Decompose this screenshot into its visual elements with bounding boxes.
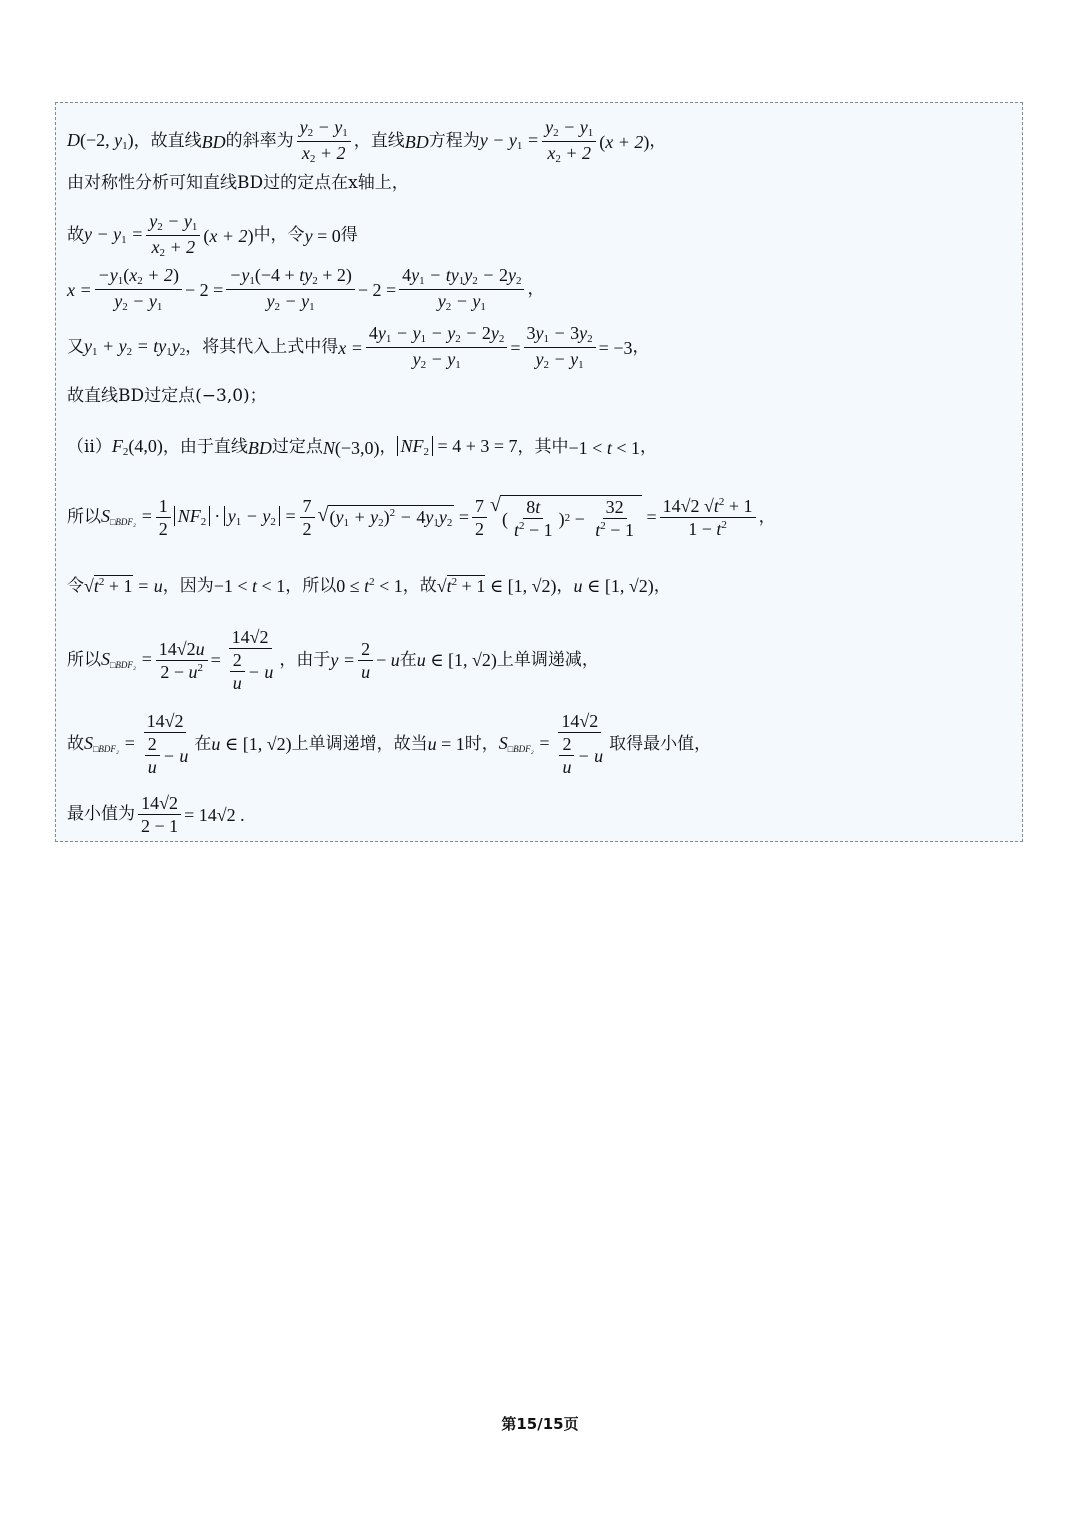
solution-line-9: 令 $√t^2 + 1 = u$ ，因为 −1 < t < 1 ，所以 $0 \le t^2 < 1$ ，故 $√t^2 + 1$ ∈ [1, √2) ， u ∈ [1, √2) ， [67, 575, 671, 596]
solution-line-6: 故直线BD过定点(−3,0)； [67, 386, 267, 406]
solution-line-3: 故 $y - y_1$ = $\frac{y_2 - y_1}{x_2 + 2}$ (x + 2) 中，令 y = 0 得 [67, 211, 358, 259]
solution-line-7: （ii） $F_2(4,0)$ ，由于直线 BD 过定点 N(−3,0) ， $NF_2 = 4 + 3 = 7$ ，其中 −1 < t < 1 ， [67, 436, 657, 458]
solution-line-4: x = $\frac{-y_1(x_2 + 2)}{y_2 - y_1}$ − 2 = $\frac{-y_1(-4 + ty_2 + 2)}{y_2 - y_1}$ − 2 = $\frac{4y_1 - ty_1y_2 - 2y_2}{y_2 - y_1}$ ， [67, 265, 545, 313]
solution-line-12: 最小值为 $\frac{14√2}{2 - 1}$ = 14√2 . [67, 793, 245, 836]
solution-line-5: 又 $y_1 + y_2 = ty_1y_2$ ，将其代入上式中得 x = $\frac{4y_1 - y_1 - y_2 - 2y_2}{y_2 - y_1}$ = $\frac{3y_1 - 3y_2}{y_2 - y_1}$ = −3 ， [67, 323, 650, 371]
solution-line-11: 故 S□BDF₂ = 14√2 $\frac{2}{u}$ − u 在 u ∈ [1, √2) 上单调递增，故当 u = 1 时， S□BDF₂ = 14√2 $\frac{2}{u}$ − u 取得最小值， [67, 711, 712, 777]
solution-line-1: D(−2, $y_1$) ，故直线 BD 的斜率为 $\frac{y_2 - y_1}{x_2 + 2}$ ，直线 BD 方程为 $y - y_1$ = $\frac{y_2 - y_1}{x_2 + 2}$ (x + 2) ， [67, 117, 667, 165]
solution-line-10: 所以 S□BDF₂ = $\frac{14√2u}{2 - u^2}$ = 14√2 $\frac{2}{u}$ − u ，由于 y = $\frac{2}{u}$ − u 在 u ∈ [1, √2) 上单调递减， [67, 627, 599, 693]
page-number: 第15/15页 [501, 1415, 579, 1433]
solution-line-2: 由对称性分析可知直线BD过的定点在x轴上， [67, 173, 409, 193]
solution-line-8: 所以 S□BDF₂ = $\frac{1}{2}$ $NF_2 \cdot y_1 - y_2$ = $\frac{7}{2}$ √ $(y_1 + y_2)^2 - 4y_1y_2$ = $\frac{7}{2}$ √ ( $\frac{8t}{t^2 - 1}$ ) 2 − $\frac{32}{t^2 - 1}$ = $\frac{14√2 √t^2 + 1}{1 - t^2}$ ， [67, 494, 776, 540]
